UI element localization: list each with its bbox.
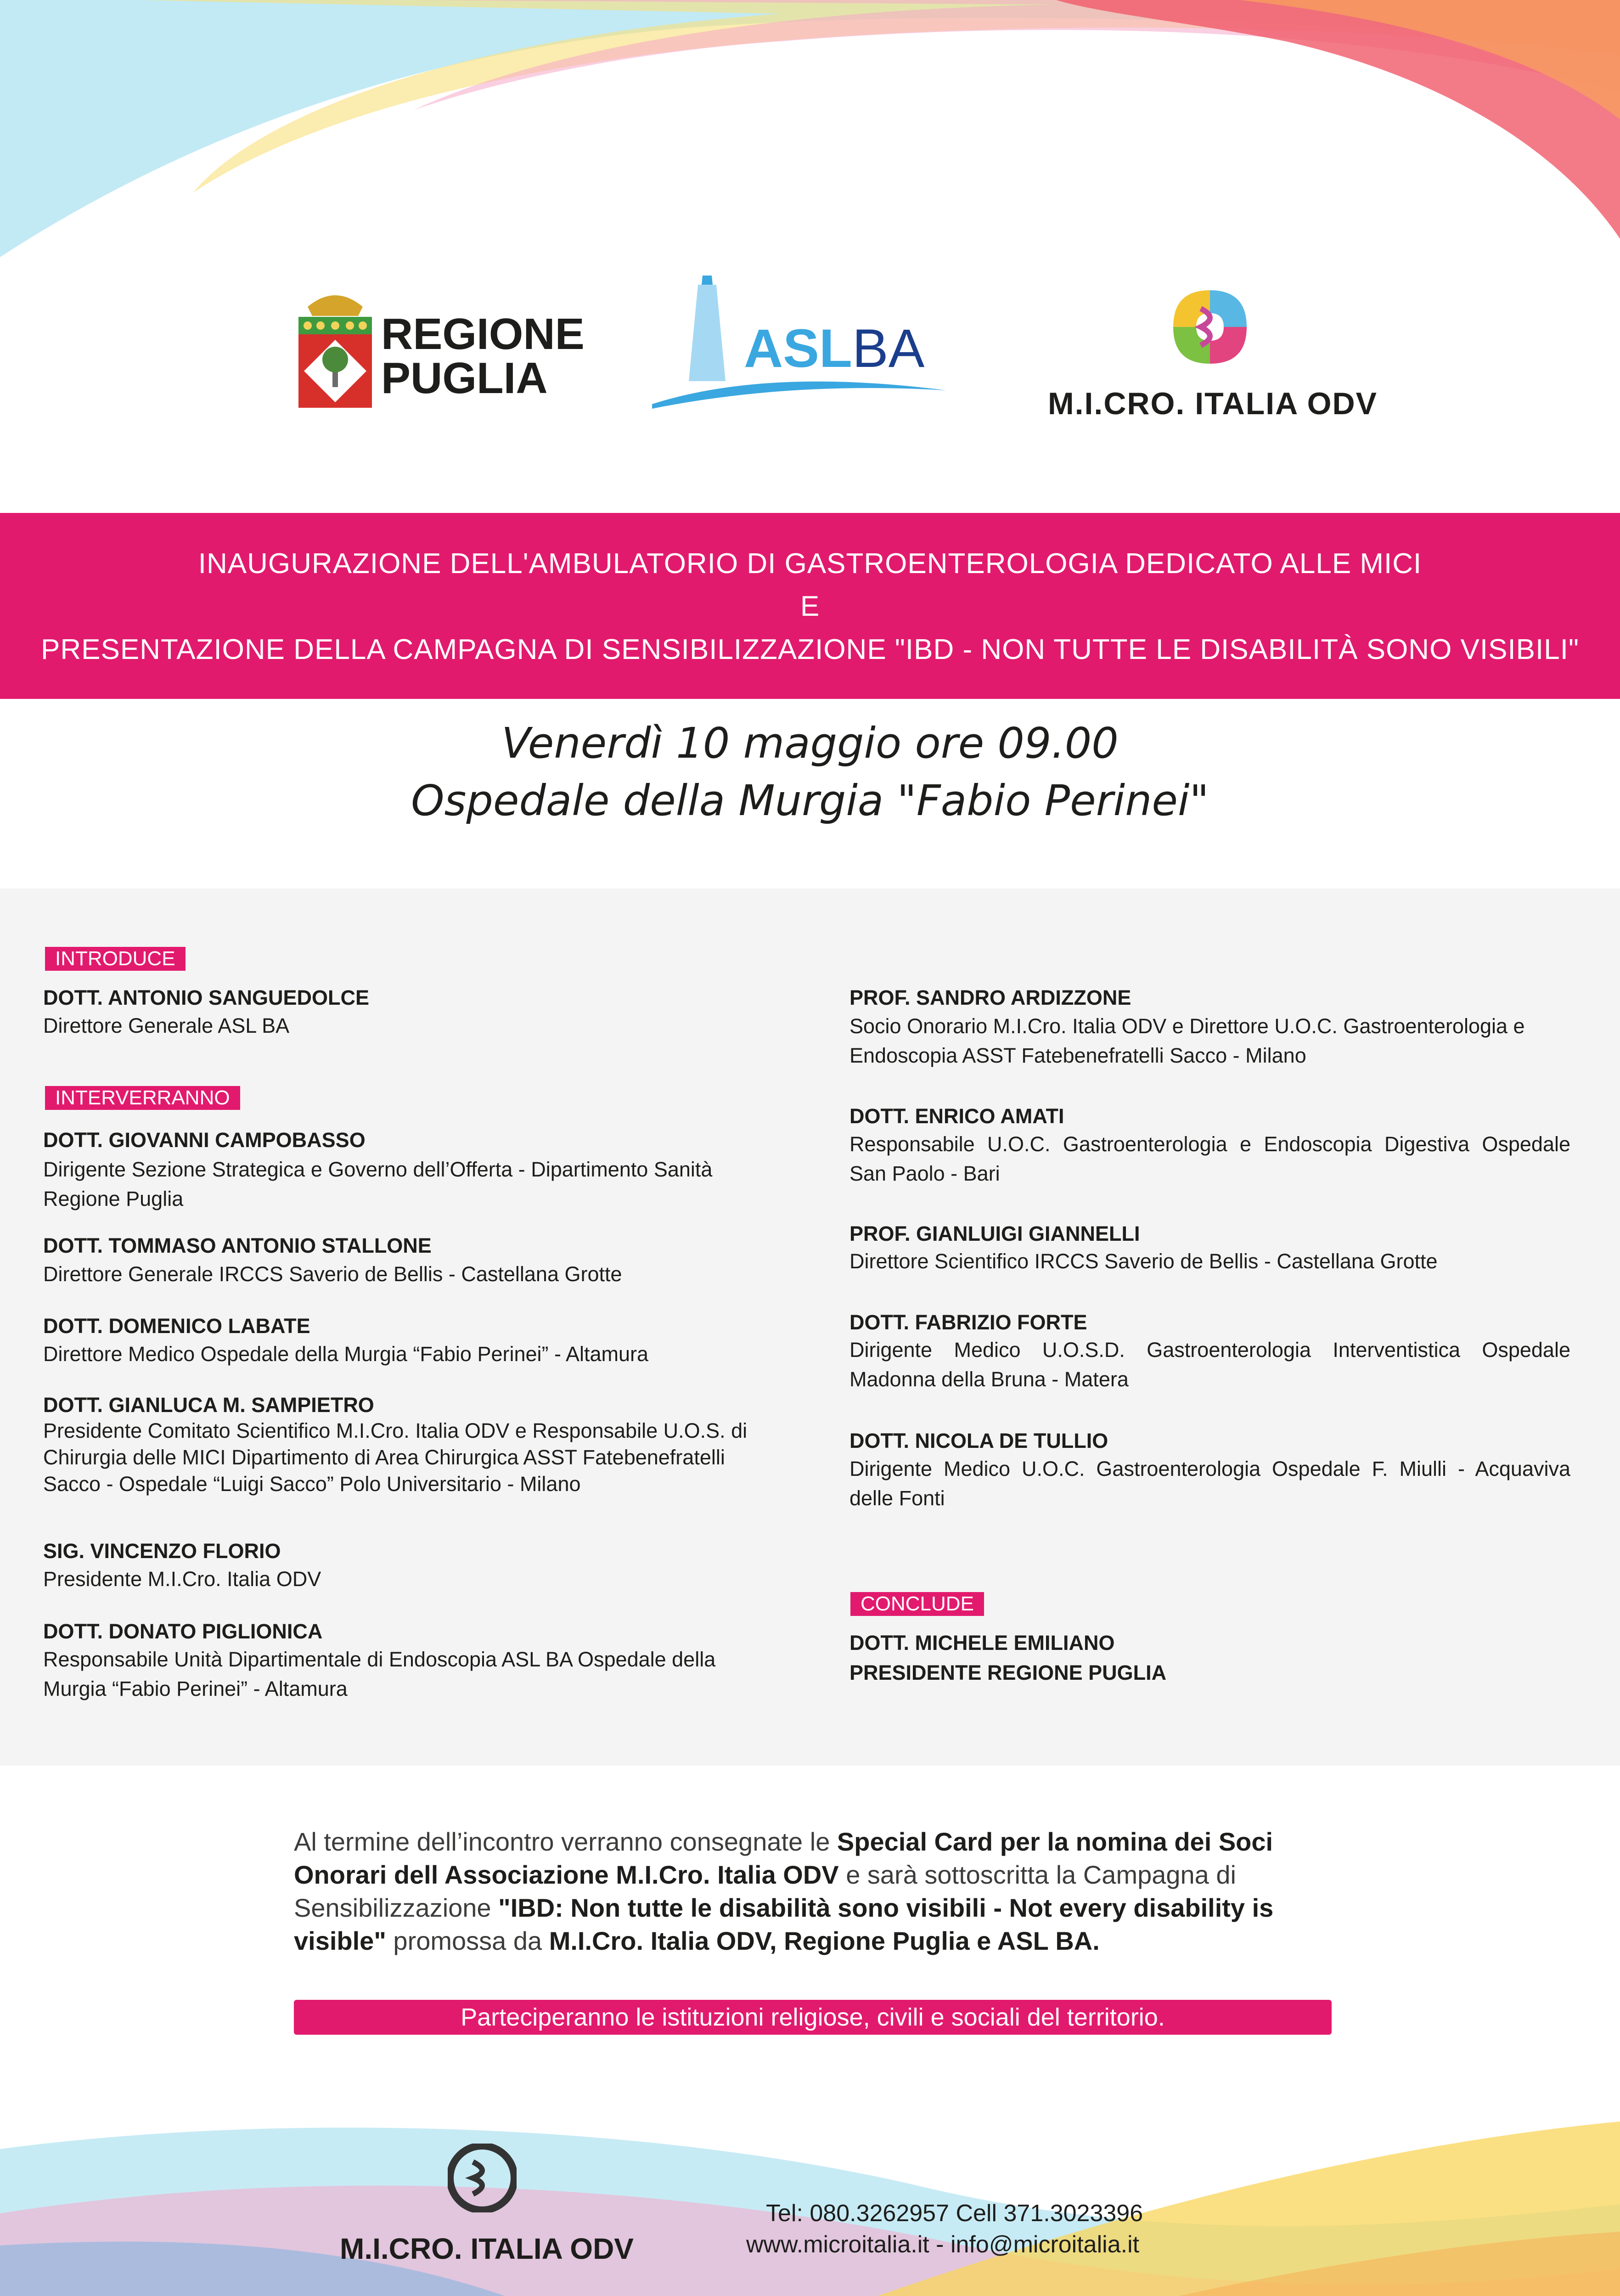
participants-text: Parteciperanno le istituzioni religiose, civili e sociali del territorio.: [461, 2003, 1165, 2031]
introducer-role: Direttore Generale ASL BA: [43, 1014, 290, 1037]
speaker-role: Dirigente Medico U.O.S.D. Gastroenterologia Interventistica Ospedale Madonna della Bruna - Matera: [849, 1338, 1570, 1391]
speaker-role: Direttore Medico Ospedale della Murgia “Fabio Perinei” - Altamura: [43, 1342, 649, 1366]
banner-line-1: INAUGURAZIONE DELL'AMBULATORIO DI GASTROENTEROLOGIA DEDICATO ALLE MICI: [198, 548, 1422, 580]
tag-introduce: INTRODUCE: [45, 947, 186, 971]
footer-org-name: M.I.CRO. ITALIA ODV: [340, 2232, 634, 2265]
speaker-role: Direttore Generale IRCCS Saverio de Bellis - Castellana Grotte: [43, 1262, 622, 1286]
speaker-role: Socio Onorario M.I.Cro. Italia ODV e Direttore U.O.C. Gastroenterologia e Endoscopia ASST Fatebenefratelli Sacco - Milano: [849, 1014, 1525, 1067]
speaker-role: Responsabile U.O.C. Gastroenterologia e Endoscopia Digestiva Ospedale San Paolo - Bari: [849, 1132, 1570, 1185]
speaker-name: DOTT. GIOVANNI CAMPOBASSO: [43, 1128, 366, 1152]
speaker-name: DOTT. GIANLUCA M. SAMPIETRO: [43, 1393, 374, 1417]
footer-web-email: www.microitalia.it - info@microitalia.it: [746, 2231, 1140, 2258]
ba-text: BA: [852, 318, 925, 379]
decorative-bottom-waves: [0, 2094, 1620, 2296]
closing-paragraph: [294, 1825, 1332, 1958]
closing-text: promossa da: [386, 1926, 549, 1955]
campaign-title: "IBD: Non tutte le disabilità sono visibili - Not every disability is visible": [294, 1893, 1274, 1955]
speaker-role: Responsabile Unità Dipartimentale di Endoscopia ASL BA Ospedale della Murgia “Fabio Perinei” - Altamura: [43, 1648, 716, 1700]
closing-bold: Special Card per la nomina dei Soci Onorari dell Associazione M.I.Cro. Italia ODV: [294, 1827, 1273, 1889]
closing-text: Al termine dell’incontro verranno consegnate le: [294, 1827, 837, 1856]
speaker-role: Dirigente Medico U.O.C. Gastroenterologia Ospedale F. Miulli - Acquaviva delle Fonti: [849, 1457, 1570, 1510]
asl-text: ASL: [744, 318, 852, 379]
decorative-top-waves: [0, 0, 1620, 257]
speaker-name: DOTT. TOMMASO ANTONIO STALLONE: [43, 1234, 432, 1257]
tag-conclude: CONCLUDE: [850, 1592, 984, 1616]
tag-interverranno: INTERVERRANNO: [45, 1086, 240, 1110]
closing-bold: M.I.Cro. Italia ODV, Regione Puglia e ASL BA.: [549, 1926, 1100, 1955]
speaker-name: DOTT. FABRIZIO FORTE: [849, 1311, 1087, 1334]
micro-logo-label: M.I.CRO. ITALIA ODV: [1048, 386, 1378, 421]
puglia-line: PUGLIA: [381, 354, 548, 403]
micro-footer-logo-icon: [448, 2144, 517, 2212]
micro-hands-logo-icon: [1164, 281, 1256, 373]
footer-phones: Tel: 080.3262957 Cell 371.3023396: [766, 2200, 1143, 2227]
speaker-role: Presidente M.I.Cro. Italia ODV: [43, 1567, 321, 1591]
title-banner: [0, 513, 1620, 699]
speaker-name: PROF. SANDRO ARDIZZONE: [849, 986, 1131, 1009]
event-venue: Ospedale della Murgia "Fabio Perinei": [411, 776, 1209, 825]
conclusion-role: PRESIDENTE REGIONE PUGLIA: [849, 1661, 1167, 1684]
asl-ba-logo-text: [744, 318, 925, 379]
regione-line: REGIONE: [381, 310, 585, 359]
banner-line-2: E: [800, 591, 820, 622]
speaker-role: Presidente Comitato Scientifico M.I.Cro. Italia ODV e Responsabile U.O.S. di Chirurgia delle MICI Dipartimento di Area Chirurgica ASST Fatebenefratelli Sacco - Ospedale “Luigi Sacco” Polo Universitario - Milano: [43, 1419, 748, 1496]
speaker-role: Direttore Scientifico IRCCS Saverio de Bellis - Castellana Grotte: [849, 1249, 1438, 1273]
regione-puglia-crest-icon: [294, 284, 377, 412]
closing-text: e sarà sottoscritta la Campagna di Sensibilizzazione: [294, 1860, 1236, 1922]
banner-line-3: PRESENTAZIONE DELLA CAMPAGNA DI SENSIBILIZZAZIONE "IBD - NON TUTTE LE DISABILITÀ SONO VISIBILI": [41, 634, 1579, 665]
introducer-name: DOTT. ANTONIO SANGUEDOLCE: [43, 986, 370, 1009]
speaker-name: DOTT. NICOLA DE TULLIO: [849, 1429, 1108, 1452]
program-panel: [0, 889, 1620, 1766]
regione-puglia-logo-text: [381, 310, 585, 403]
speaker-name: DOTT. DONATO PIGLIONICA: [43, 1620, 323, 1643]
speaker-name: DOTT. ENRICO AMATI: [849, 1104, 1064, 1128]
event-date: Venerdì 10 maggio ore 09.00: [501, 719, 1119, 768]
speaker-name: DOTT. DOMENICO LABATE: [43, 1314, 310, 1338]
speaker-role: Dirigente Sezione Strategica e Governo dell’Offerta - Dipartimento Sanità Regione Puglia: [43, 1158, 713, 1210]
speaker-name: SIG. VINCENZO FLORIO: [43, 1539, 281, 1563]
speaker-name: PROF. GIANLUIGI GIANNELLI: [849, 1222, 1140, 1245]
conclusion-name: DOTT. MICHELE EMILIANO: [849, 1631, 1115, 1654]
participants-banner: [294, 2000, 1332, 2035]
